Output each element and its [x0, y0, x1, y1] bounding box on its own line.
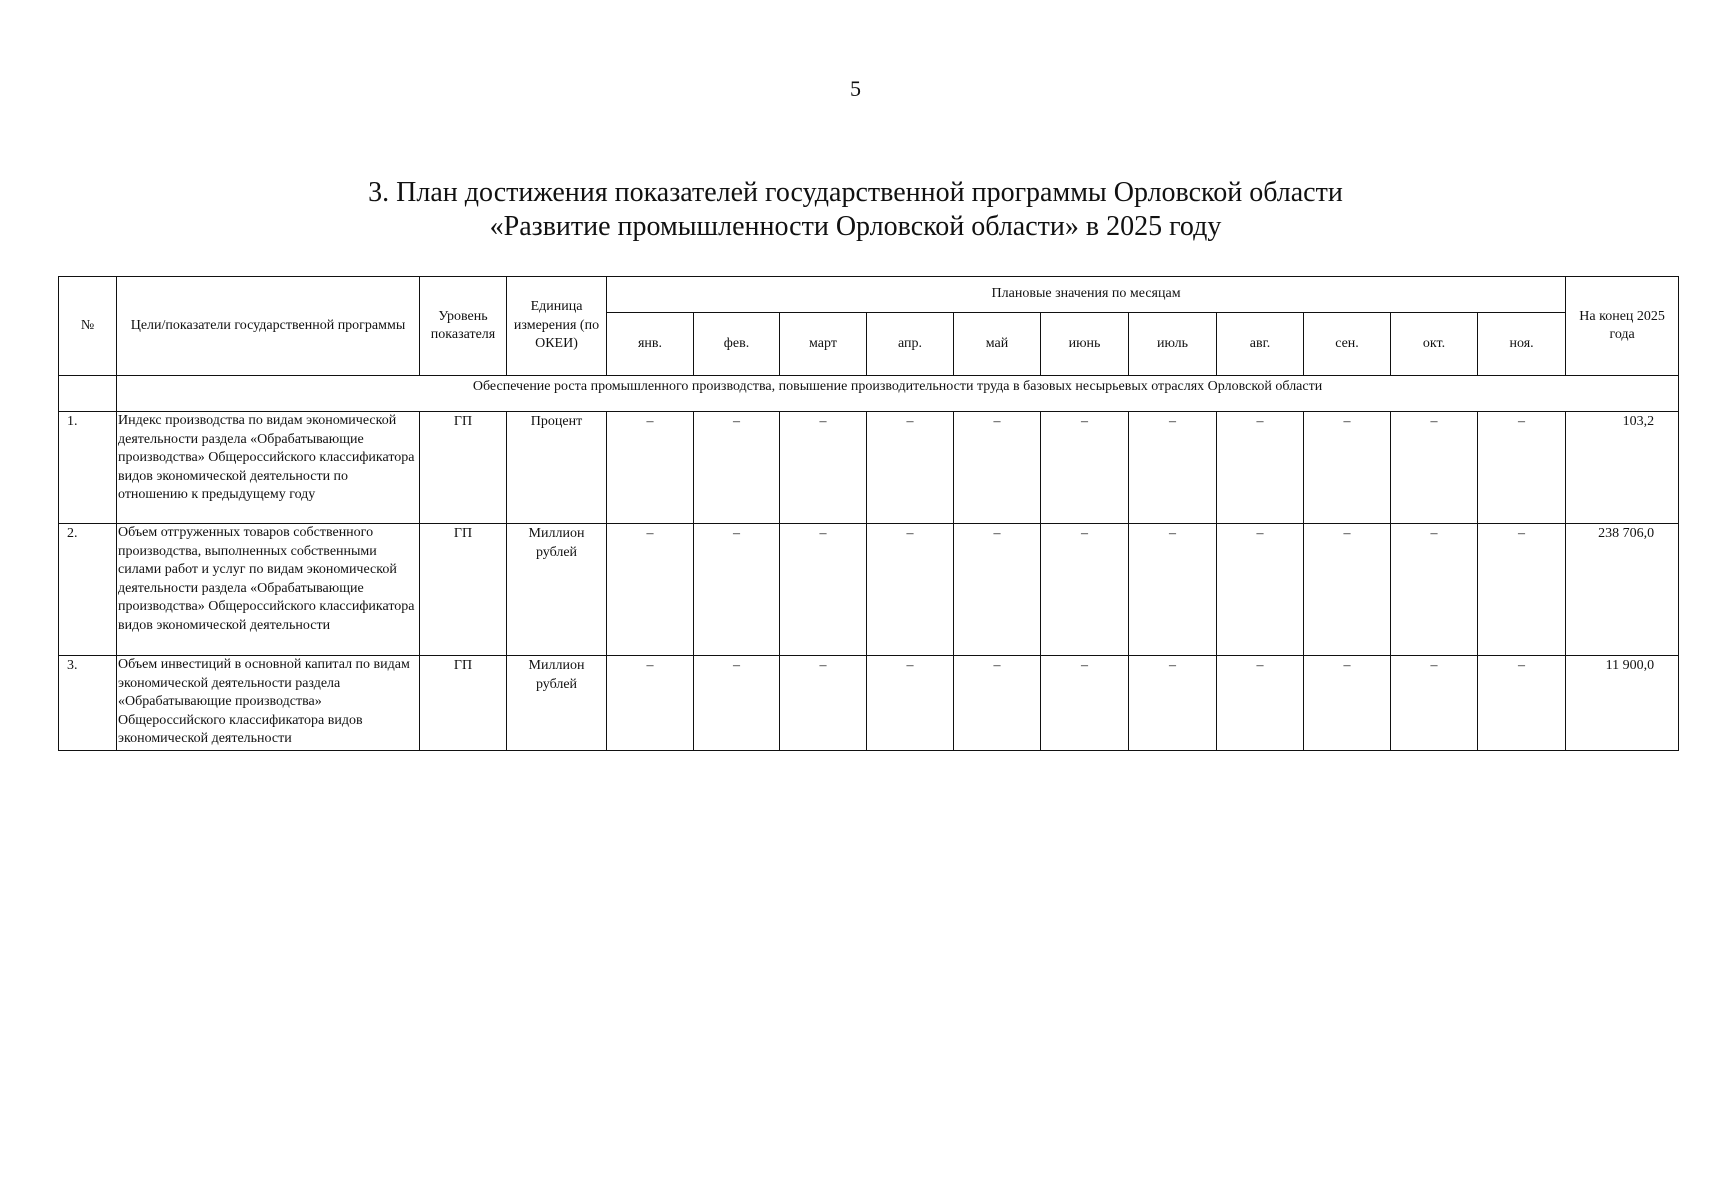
- month-value: –: [1391, 524, 1478, 656]
- header-goals: Цели/показатели государственной программы: [117, 277, 420, 376]
- header-month: июль: [1129, 313, 1217, 376]
- month-value: –: [1217, 524, 1304, 656]
- month-value: –: [1478, 524, 1566, 656]
- page-number: 5: [850, 76, 861, 101]
- month-value: –: [607, 524, 694, 656]
- month-value: –: [1041, 412, 1129, 524]
- month-value: –: [780, 524, 867, 656]
- month-value: –: [1041, 524, 1129, 656]
- section-number-cell: [59, 376, 117, 412]
- header-level: Уровень показателя: [420, 277, 507, 376]
- end-of-year-value: 238 706,0: [1566, 524, 1679, 656]
- indicator-name: Объем отгруженных товаров собственного производства, выполненных собственными силами работ и услуг по видам экономической деятельности раздела «Обрабатывающие производства» Общероссийского классификатора видов экономической деятельности: [117, 524, 420, 656]
- month-value: –: [1129, 412, 1217, 524]
- table-row: [59, 524, 1679, 656]
- header-month: фев.: [694, 313, 780, 376]
- month-value: –: [1304, 412, 1391, 524]
- header-month: окт.: [1391, 313, 1478, 376]
- indicator-unit: Процент: [507, 412, 607, 524]
- month-value: –: [954, 524, 1041, 656]
- section-heading: Обеспечение роста промышленного производства, повышение производительности труда в базовых несырьевых отраслях Орловской области: [117, 376, 1679, 412]
- month-value: –: [694, 412, 780, 524]
- table-row: [59, 412, 1679, 524]
- month-value: –: [1391, 412, 1478, 524]
- indicator-name: Объем инвестиций в основной капитал по видам экономической деятельности раздела «Обрабатывающие производства» Общероссийского классификатора видов экономической деятельности: [117, 656, 420, 751]
- month-value: –: [780, 412, 867, 524]
- indicator-unit: Миллион рублей: [507, 524, 607, 656]
- month-value: –: [1478, 412, 1566, 524]
- row-number: 1.: [59, 412, 117, 524]
- header-month: авг.: [1217, 313, 1304, 376]
- header-month: ноя.: [1478, 313, 1566, 376]
- month-value: –: [1391, 656, 1478, 751]
- month-value: –: [607, 656, 694, 751]
- header-month: май: [954, 313, 1041, 376]
- month-value: –: [1217, 656, 1304, 751]
- document-title-line-1: 3. План достижения показателей государственной программы Орловской области: [368, 177, 1343, 208]
- month-value: –: [1304, 524, 1391, 656]
- header-month: июнь: [1041, 313, 1129, 376]
- indicator-level: ГП: [420, 412, 507, 524]
- month-value: –: [954, 656, 1041, 751]
- month-value: –: [780, 656, 867, 751]
- indicators-plan-table: [58, 276, 1679, 751]
- document-title-line-2: «Развитие промышленности Орловской области» в 2025 году: [489, 211, 1222, 242]
- month-value: –: [694, 656, 780, 751]
- row-number: 3.: [59, 656, 117, 751]
- indicator-name: Индекс производства по видам экономической деятельности раздела «Обрабатывающие производства» Общероссийского классификатора видов экономической деятельности по отношению к предыдущему году: [117, 412, 420, 524]
- end-of-year-value: 103,2: [1566, 412, 1679, 524]
- header-month: сен.: [1304, 313, 1391, 376]
- month-value: –: [1304, 656, 1391, 751]
- end-of-year-value: 11 900,0: [1566, 656, 1679, 751]
- header-month: апр.: [867, 313, 954, 376]
- month-value: –: [1478, 656, 1566, 751]
- month-value: –: [1217, 412, 1304, 524]
- header-month: янв.: [607, 313, 694, 376]
- month-value: –: [1129, 524, 1217, 656]
- month-value: –: [867, 412, 954, 524]
- indicator-unit: Миллион рублей: [507, 656, 607, 751]
- month-value: –: [694, 524, 780, 656]
- month-value: –: [867, 524, 954, 656]
- table-row: [59, 656, 1679, 751]
- header-month: март: [780, 313, 867, 376]
- month-value: –: [607, 412, 694, 524]
- document-title: [0, 176, 1711, 244]
- row-number: 2.: [59, 524, 117, 656]
- month-value: –: [1129, 656, 1217, 751]
- header-unit: Единица измерения (по ОКЕИ): [507, 277, 607, 376]
- indicator-level: ГП: [420, 524, 507, 656]
- header-planned-by-month: Плановые значения по месяцам: [607, 277, 1566, 313]
- header-number: №: [59, 277, 117, 376]
- month-value: –: [867, 656, 954, 751]
- month-value: –: [1041, 656, 1129, 751]
- month-value: –: [954, 412, 1041, 524]
- indicator-level: ГП: [420, 656, 507, 751]
- header-end-of-year: На конец 2025 года: [1566, 277, 1679, 376]
